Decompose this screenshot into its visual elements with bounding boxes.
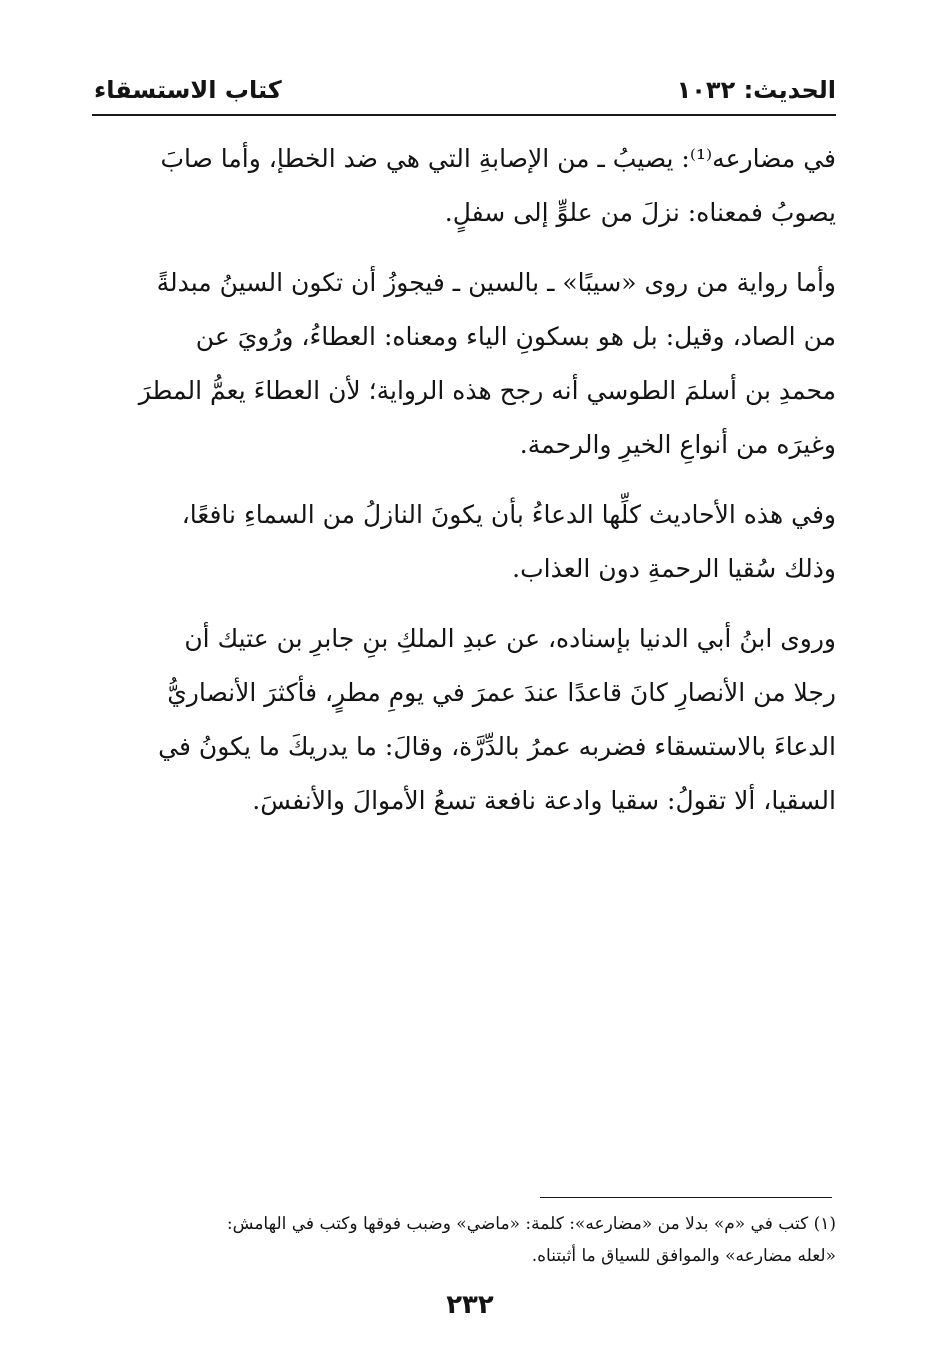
footnote-line: (١) كتب في «م» بدلا من «مضارعه»: كلمة: «ماضي» وضبب فوقها وكتب في الهامش:	[226, 1214, 836, 1234]
text-line: وفي هذه الأحاديث كلِّها الدعاءُ بأن يكونَ النازلُ من السماءِ نافعًا،	[181, 500, 836, 529]
text-line: رجلا من الأنصارِ كانَ قاعدًا عندَ عمرَ في يومِ مطرٍ، فأكثرَ الأنصاريُّ	[167, 678, 836, 707]
text-line: محمدِ بن أسلمَ الطوسي أنه رجح هذه الرواية؛ لأن العطاءَ يعمُّ المطرَ	[138, 376, 836, 405]
text-line: في مضارعه⁽¹⁾: يصيبُ ـ من الإصابةِ التي هي ضد الخطإ، وأما صابَ	[160, 144, 836, 173]
paragraph	[92, 488, 836, 596]
text-line: وأما رواية من روى «سيبًا» ـ بالسين ـ فيجوزُ أن تكون السينُ مبدلةً	[156, 268, 836, 297]
paragraph	[92, 132, 836, 240]
footnote-line: «لعله مضارعه» والموافق للسياق ما أثبتناه.	[531, 1246, 836, 1266]
paragraph	[92, 612, 836, 828]
text-line: يصوبُ فمعناه: نزلَ من علوٍّ إلى سفلٍ.	[444, 198, 836, 227]
text-line: السقيا، ألا تقولُ: سقيا وادعة نافعة تسعُ الأموالَ والأنفسَ.	[252, 786, 836, 815]
main-text	[92, 132, 836, 844]
paragraph	[92, 256, 836, 472]
book-title: كتاب الاستسقاء	[94, 76, 282, 104]
footnote	[92, 1208, 836, 1272]
page-header	[92, 74, 836, 116]
page-number: ٢٣٢	[446, 1290, 494, 1320]
text-line: وروى ابنُ أبي الدنيا بإسناده، عن عبدِ الملكِ بنِ جابرِ بن عتيك أن	[184, 624, 836, 653]
footnote-separator	[540, 1197, 832, 1198]
hadith-number-label: الحديث: ١٠٣٢	[676, 76, 836, 104]
text-line: وذلك سُقيا الرحمةِ دون العذاب.	[512, 554, 836, 583]
text-line: وغيرَه من أنواعِ الخيرِ والرحمة.	[519, 430, 836, 459]
text-line: الدعاءَ بالاستسقاء فضربه عمرُ بالدِّرَّة، وقالَ: ما يدريكَ ما يكونُ في	[158, 732, 836, 761]
text-line: من الصاد، وقيل: بل هو بسكونِ الياء ومعناه: العطاءُ، ورُويَ عن	[195, 322, 836, 351]
